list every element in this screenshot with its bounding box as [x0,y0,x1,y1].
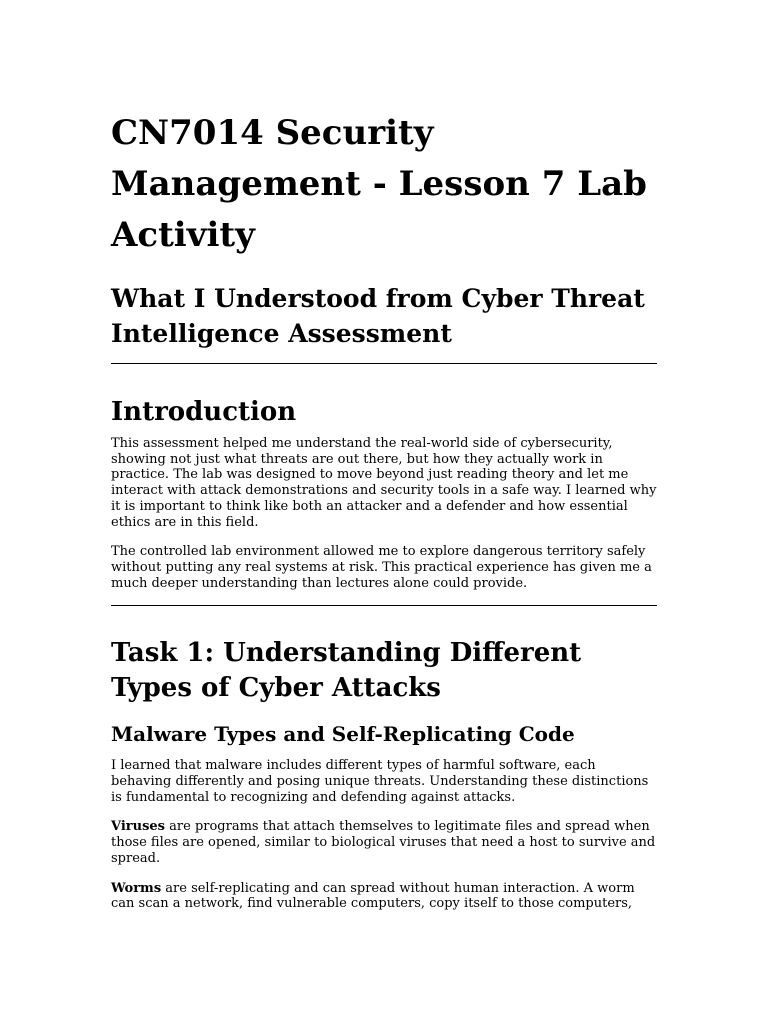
malware-subheading: Malware Types and Self-Replicating Code [111,722,575,747]
introduction-paragraph-2: The controlled lab environment allowed me to explore dangerous territory safely without putting any real systems at risk. This practical experience has given me a much deeper understanding than lectures alone could provide. [111,544,652,591]
divider [111,605,657,606]
task1-heading: Task 1: Understanding Different Types of Cyber Attacks [111,638,582,704]
document-title: CN7014 Security Management - Lesson 7 Lab Activity [111,113,647,255]
document-subtitle: What I Understood from Cyber Threat Intelligence Assessment [111,284,645,348]
worms-term: Worms [111,880,162,896]
worms-text: are self-replicating and can spread without human interaction. A worm can scan a network, find vulnerable computers, copy itself to those computers, [111,880,635,912]
viruses-text: are programs that attach themselves to legitimate files and spread when those files are opened, similar to biological viruses that need a host to survive and spread. [111,819,656,866]
viruses-paragraph [111,819,657,866]
malware-paragraph: I learned that malware includes different types of harmful software, each behaving differently and posing unique threats. Understanding these distinctions is fundamental to recognizing and defending against attacks. [111,758,649,805]
introduction-heading: Introduction [111,397,297,427]
viruses-term: Viruses [111,819,166,835]
worms-paragraph [111,881,657,912]
divider [111,363,657,364]
introduction-paragraph-1: This assessment helped me understand the real-world side of cybersecurity, showing not just what threats are out there, but how they actually work in practice. The lab was designed to move beyond just reading theory and let me interact with attack demonstrations and security tools in a safe way. I learned why it is important to think like both an attacker and a defender and how essential ethics are in this field. [111,436,657,530]
